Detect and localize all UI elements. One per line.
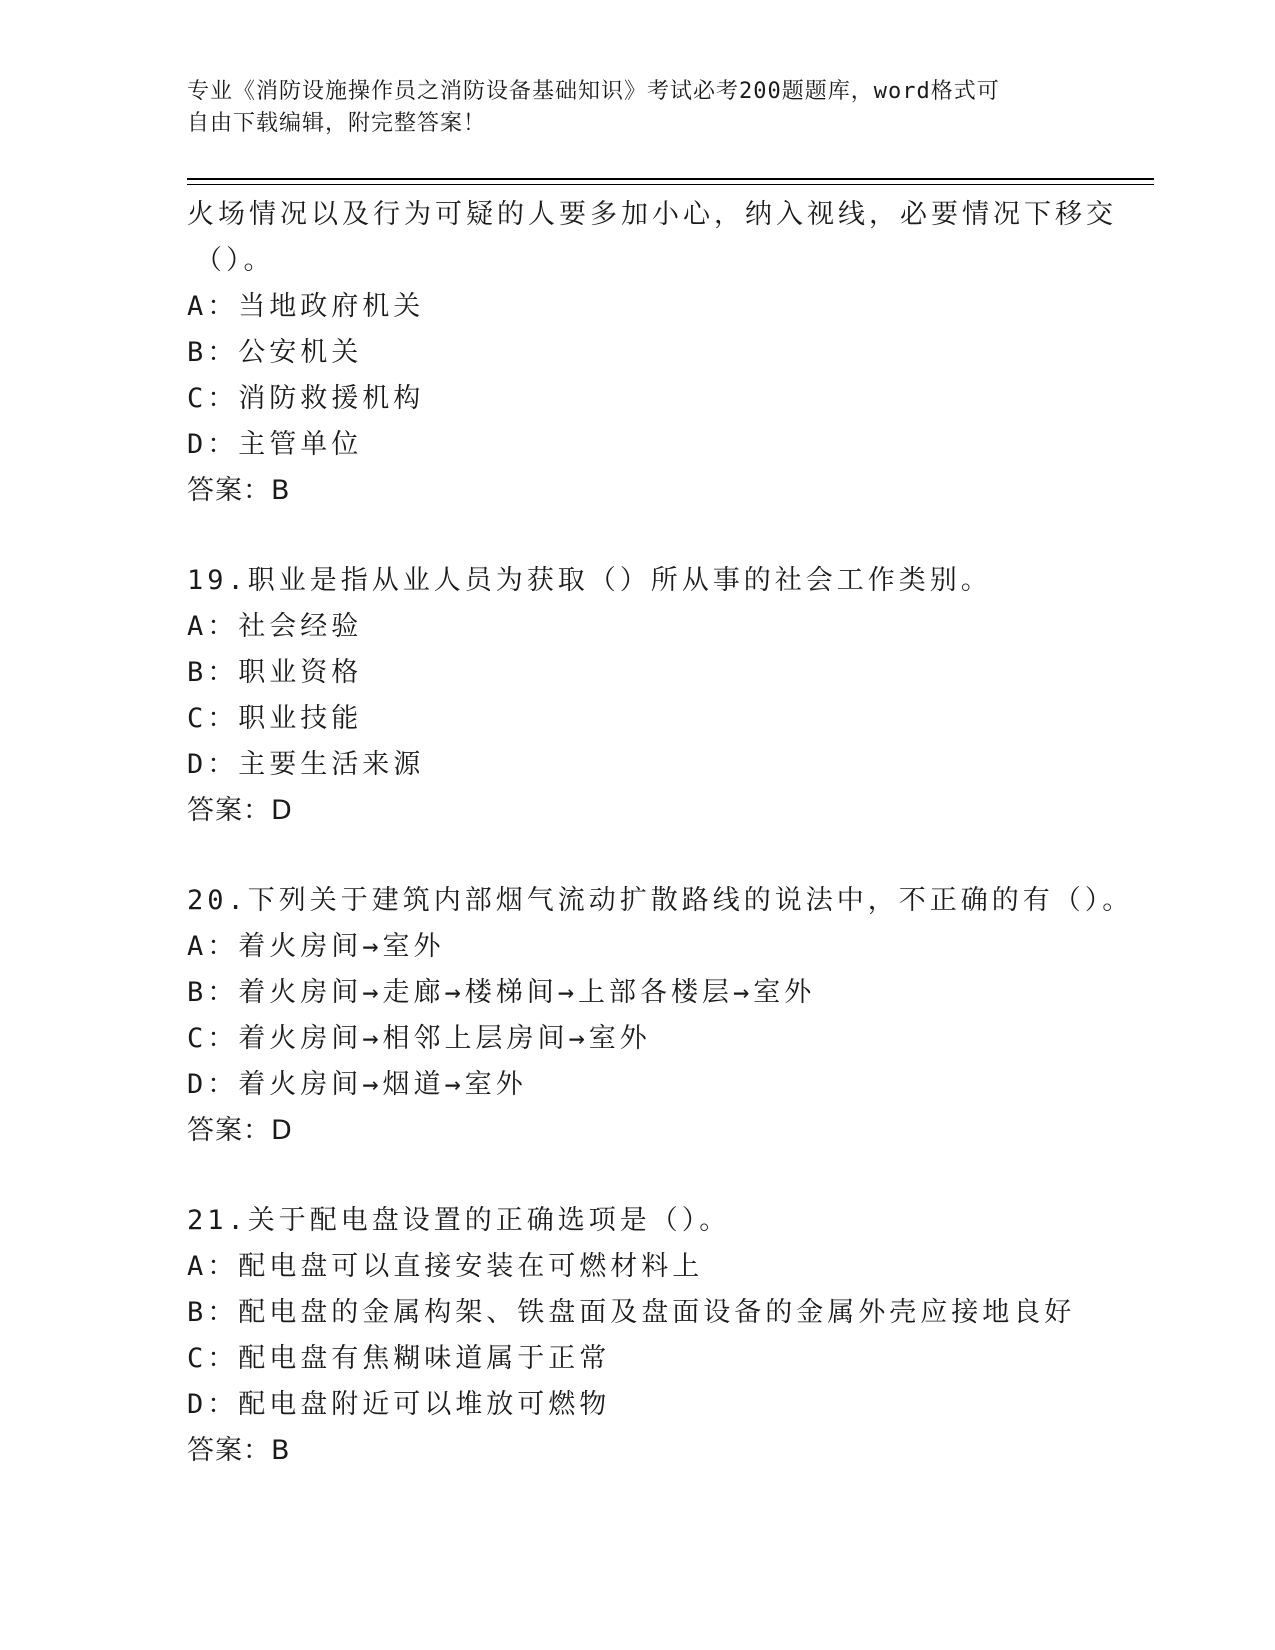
question-stem-continued: （）。: [195, 245, 275, 276]
question-stem: 20.下列关于建筑内部烟气流动扩散路线的说法中，不正确的有（）。: [187, 885, 1134, 916]
question-19: [187, 558, 1087, 834]
question-stem: 19.职业是指从业人员为获取（）所从事的社会工作类别。: [187, 565, 992, 596]
question-18: [187, 192, 1117, 514]
option-a: A：社会经验: [187, 611, 363, 642]
option-c: C：配电盘有焦糊味道属于正常: [187, 1343, 611, 1374]
option-d: D：主要生活来源: [187, 749, 425, 780]
question-stem: 21.关于配电盘设置的正确选项是（）。: [187, 1205, 731, 1236]
option-c: C：职业技能: [187, 703, 363, 734]
option-b: B：着火房间→走廊→楼梯间→上部各楼层→室外: [187, 977, 816, 1008]
answer: 答案：B: [187, 475, 291, 506]
answer: 答案：B: [187, 1435, 291, 1466]
question-20: [187, 878, 1134, 1154]
header-line-1: 专业《消防设施操作员之消防设备基础知识》考试必考200题题库，word格式可: [187, 79, 1000, 104]
answer: 答案：D: [187, 1115, 293, 1146]
option-a: A：着火房间→室外: [187, 931, 445, 962]
answer: 答案：D: [187, 795, 293, 826]
option-c: C：着火房间→相邻上层房间→室外: [187, 1023, 651, 1054]
option-d: D：配电盘附近可以堆放可燃物: [187, 1389, 611, 1420]
option-b: B：配电盘的金属构架、铁盘面及盘面设备的金属外壳应接地良好: [187, 1297, 1076, 1328]
question-stem: 火场情况以及行为可疑的人要多加小心，纳入视线，必要情况下移交: [187, 199, 1117, 230]
header-line-2: 自由下载编辑，附完整答案！: [187, 111, 487, 136]
question-21: [187, 1198, 1087, 1474]
option-b: B：职业资格: [187, 657, 363, 688]
header-rule-thick: [187, 178, 1154, 180]
option-c: C：消防救援机构: [187, 383, 425, 414]
option-d: D：主管单位: [187, 429, 363, 460]
header-rule-thin: [187, 184, 1154, 185]
option-a: A：当地政府机关: [187, 291, 425, 322]
option-a: A：配电盘可以直接安装在可燃材料上: [187, 1251, 704, 1282]
question-list: [187, 192, 1134, 1518]
option-d: D：着火房间→烟道→室外: [187, 1069, 527, 1100]
option-b: B：公安机关: [187, 337, 363, 368]
page-header: [187, 76, 1087, 140]
